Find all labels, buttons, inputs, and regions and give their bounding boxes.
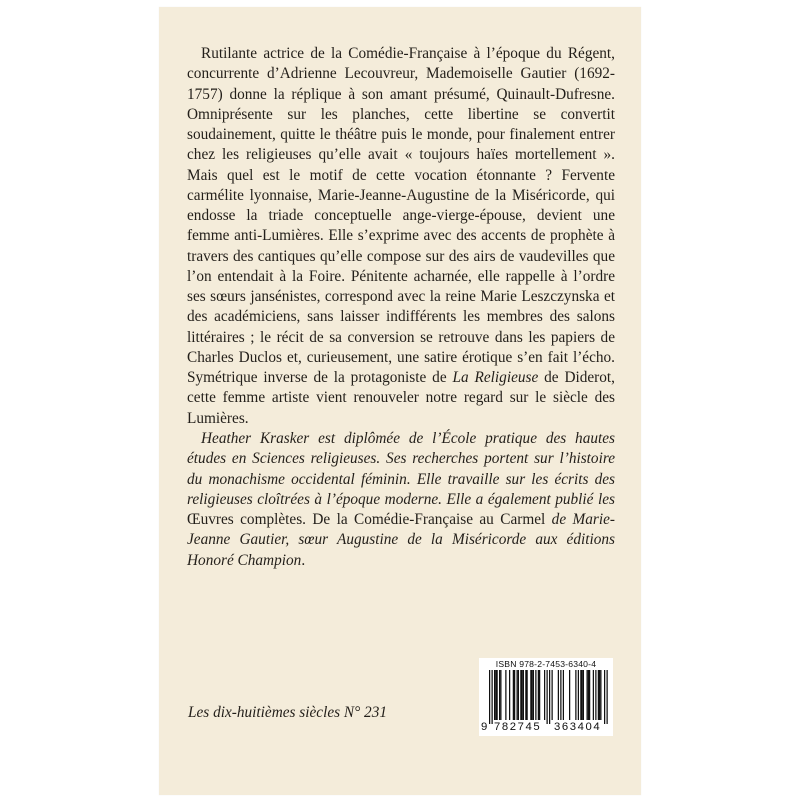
- author-bio: [187, 429, 615, 571]
- barcode-bar: [514, 670, 515, 720]
- barcode-bar: [523, 670, 524, 720]
- barcode-bar: [560, 670, 561, 720]
- barcode-bar: [525, 670, 526, 720]
- bio-book-title: Œuvres complètes. De la Comédie-Française au Carmel: [187, 511, 546, 528]
- barcode-bar: [533, 670, 534, 720]
- blurb-text-part1: Rutilante actrice de la Comédie-Française à l’époque du Régent, concurrente d’Adrienne Lecouvreur, Mademoiselle Gautier (1692-1757) donne la réplique à son amant présumé, Quinault-Dufresne. Omniprésente sur les planches, cette libertine se convertit soudainement, quitte le théâtre puis le monde, pour finalement entrer chez les religieuses qu’elle avait « toujours haïes mortellement ». Mais quel est le motif de cette vocation étonnante ? Fervente carmélite lyonnaise, Marie-Jeanne-Augustine de la Miséricorde, qui endosse la triade conceptuelle ange-vierge-épouse, devient une femme anti-Lumières. Elle s’exprime avec des accents de prophète à travers des cantiques qu’elle compose sur des airs de vaudevilles que l’on entendait à la Foire. Pénitente acharnée, elle rappelle à l’ordre ses sœurs jansénistes, correspond avec la reine Marie Leszczynska et des académiciens, sans laisser indifférents les membres des salons littéraires ; le récit de sa conversion se retrouve dans les papiers de Charles Duclos et, curieusement, une satire érotique s’en fait l’écho. Symétrique inverse de la protagoniste de: [187, 45, 615, 386]
- isbn-barcode: [479, 658, 613, 736]
- barcode-bar: [563, 670, 564, 720]
- barcode-bar: [497, 670, 498, 720]
- barcode-bar: [539, 670, 540, 720]
- barcode-bar: [499, 670, 500, 720]
- barcode-bar: [518, 670, 519, 720]
- barcode-bar: [599, 670, 600, 720]
- barcode-bar: [535, 670, 536, 720]
- bio-publisher: Honoré Champion: [187, 551, 302, 569]
- barcode-bar: [489, 670, 490, 724]
- barcode-bar: [494, 670, 495, 720]
- barcode-bar: [580, 670, 581, 720]
- barcode-bar: [530, 670, 531, 720]
- barcode-bar: [505, 670, 506, 720]
- isbn-label: ISBN 978-2-7453-6340-4: [495, 659, 597, 669]
- barcode-bar: [588, 670, 589, 720]
- barcode-bar: [517, 670, 518, 720]
- barcode-bar: [513, 670, 514, 720]
- barcode-bar: [538, 670, 539, 720]
- barcode-digits-right: 363404: [554, 721, 602, 733]
- barcode-bar: [492, 670, 493, 724]
- barcode-bar: [549, 670, 550, 724]
- bio-text-part2: de Marie-Jeanne Gautier, sœur Augustine de la Miséricorde aux éditions: [187, 511, 615, 549]
- blurb-text-part2: de Diderot, cette femme artiste vient renouveler notre regard sur le siècle des Lumières.: [187, 369, 615, 427]
- book-blurb: [187, 44, 615, 429]
- barcode-bar: [593, 670, 594, 720]
- barcode-bar: [558, 670, 559, 720]
- barcode-bar: [583, 670, 584, 720]
- barcode-bar: [600, 670, 601, 720]
- barcode-bar: [598, 670, 599, 720]
- barcode-digits-left: 782745: [494, 721, 542, 733]
- barcode-bar: [595, 670, 596, 720]
- barcode-bar: [509, 670, 510, 720]
- barcode-bar: [527, 670, 528, 720]
- bio-text-part1: Heather Krasker est diplômée de l’École pratique des hautes études en Sciences religieuses. Ses recherches portent sur l’histoire du monachisme occidental féminin. Elle travaille sur les écrits des religieuses cloîtrées à l’époque moderne. Elle a également publié les: [187, 430, 615, 508]
- series-label: Les dix-huitièmes siècles N° 231: [188, 704, 387, 721]
- barcode-bar: [544, 670, 545, 720]
- barcode-bar: [589, 670, 590, 720]
- barcode-bar: [500, 670, 501, 720]
- barcode-bars: [479, 670, 613, 724]
- barcode-bar: [582, 670, 583, 720]
- barcode-bar: [552, 670, 553, 720]
- barcode-bar: [578, 670, 579, 720]
- barcode-bar: [575, 670, 576, 720]
- bio-text-part3: .: [301, 551, 306, 569]
- barcode-digit-first: 9: [481, 721, 488, 733]
- barcode-bar: [607, 670, 608, 724]
- barcode-bar: [547, 670, 548, 724]
- barcode-bar: [587, 670, 588, 720]
- barcode-bar: [569, 670, 570, 720]
- blurb-title-italic: La Religieuse: [452, 369, 539, 386]
- barcode-bar: [532, 670, 533, 720]
- barcode-bar: [522, 670, 523, 720]
- barcode-bar: [520, 670, 521, 720]
- barcode-bar: [495, 670, 496, 720]
- barcode-bar: [604, 670, 605, 724]
